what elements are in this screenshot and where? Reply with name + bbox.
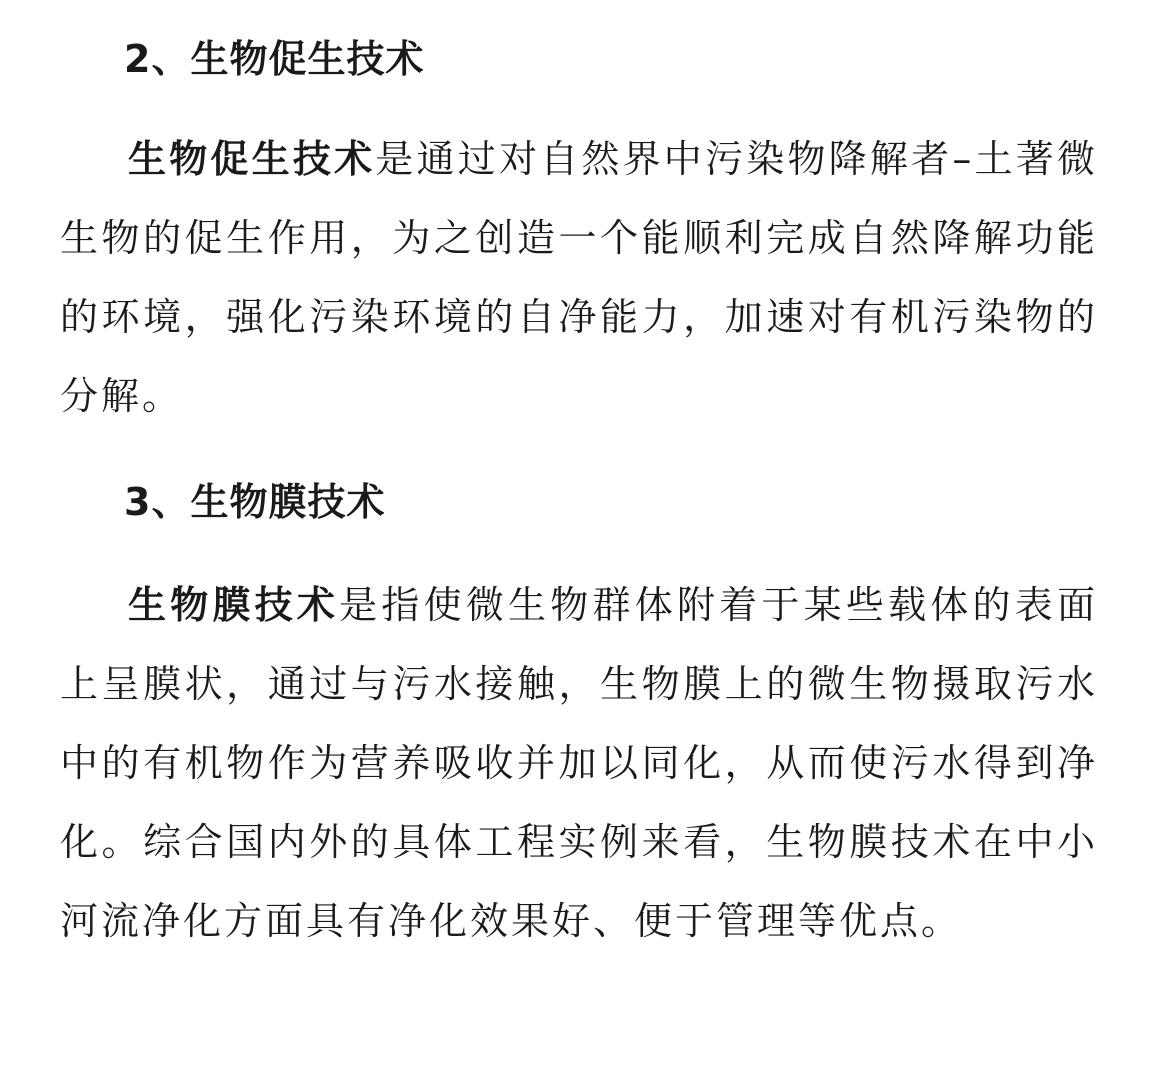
key-term-bio-promotion: 生物促生技术: [128, 137, 376, 181]
section-paragraph-biofilm: [60, 566, 1098, 961]
paragraph-body-bio-promotion: 是通过对自然界中污染物降解者–土著微生物的促生作用，为之创造一个能顺利完成自然降解功能的环境，强化污染环境的自净能力，加速对有机污染物的分解。: [60, 137, 1098, 418]
section-heading-bio-promotion: 2、生物促生技术: [124, 37, 425, 81]
section-paragraph-bio-promotion: [60, 120, 1098, 436]
key-term-biofilm: 生物膜技术: [128, 583, 340, 627]
section-heading-biofilm: 3、生物膜技术: [124, 480, 386, 524]
paragraph-body-biofilm: 是指使微生物群体附着于某些载体的表面上呈膜状，通过与污水接触，生物膜上的微生物摄取污水中的有机物作为营养吸收并加以同化，从而使污水得到净化。综合国内外的具体工程实例来看，生物膜技术在中小河流净化方面具有净化效果好、便于管理等优点。: [60, 583, 1098, 943]
